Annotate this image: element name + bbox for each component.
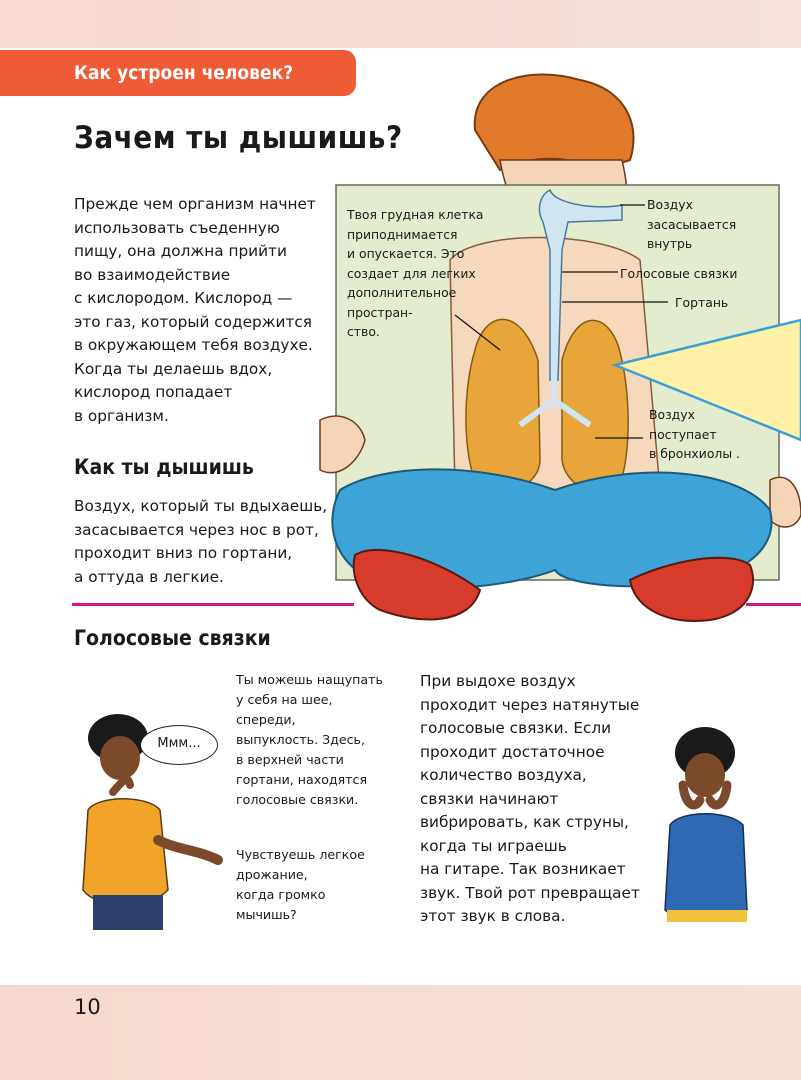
vocal-cords-heading: Голосовые связки <box>74 626 271 650</box>
label-larynx: Гортань <box>675 295 729 310</box>
vocal-text-3-line: звук. Твой рот превращает <box>420 883 640 902</box>
intro-line: кислород попадает <box>74 383 233 401</box>
intro-line: в организм. <box>74 406 169 425</box>
vocal-text-3-line: проходит достаточное <box>420 742 605 761</box>
vocal-text-3-line: проходит через натянутые <box>420 695 640 714</box>
vocal-text-1-line: голосовые связки. <box>236 792 359 807</box>
face <box>100 736 140 780</box>
air-in-line: Воздух <box>647 197 693 212</box>
chest-note-line: создает для легких <box>347 265 476 281</box>
vocal-text-2-line: дрожание, <box>236 867 308 882</box>
how-breathe-line: Воздух, который ты вдыхаешь, <box>74 497 328 515</box>
intro-line: пищу, она должна прийти <box>74 242 287 260</box>
right-lung <box>562 320 628 492</box>
page-number: 10 <box>74 995 101 1019</box>
vocal-text-2-line: мычишь? <box>236 907 297 922</box>
hair <box>475 74 634 170</box>
boy-listening-illustration <box>655 725 765 935</box>
shirt <box>665 814 747 922</box>
how-breathe-heading: Как ты дышишь <box>74 455 254 479</box>
vocal-text-1-line: в верхней части <box>236 752 344 767</box>
vocal-text-1-line: у себя на шее, <box>236 692 333 707</box>
vocal-text-3-line: голосовые связки. Если <box>420 719 612 737</box>
vocal-text-3-line: на гитаре. Так возникает <box>420 860 626 878</box>
intro-line: во взаимодействие <box>74 265 231 284</box>
shorts <box>93 895 163 930</box>
chest-note-line: дополнительное <box>347 285 457 300</box>
vocal-text-1-line: гортани, находятся <box>236 772 368 787</box>
how-breathe-line: засасывается через нос в рот, <box>74 520 319 539</box>
how-breathe-line: проходит вниз по гортани, <box>74 544 293 562</box>
section-tab: Как устроен человек? <box>0 50 356 96</box>
shirt <box>83 799 168 905</box>
intro-line: в окружающем тебя воздухе. <box>74 336 313 354</box>
vocal-text-2 <box>236 845 365 925</box>
vocal-text-3-line: вибрировать, как струны, <box>420 813 629 831</box>
intro-line: с кислородом. Кислород — <box>74 289 293 307</box>
vocal-text-3 <box>420 670 640 929</box>
bronchioles-line: Воздух <box>649 407 695 422</box>
waistband <box>667 910 747 922</box>
arm <box>158 840 218 860</box>
vocal-text-3-line: связки начинают <box>420 789 559 808</box>
chest-note-line: Твоя грудная клетка <box>347 207 484 222</box>
intro-line: это газ, который содержится <box>74 312 312 331</box>
chest-note <box>347 205 484 342</box>
vocal-text-3-line: количество воздуха, <box>420 766 587 784</box>
chest-note-line: приподнимается <box>347 226 458 242</box>
breathing-diagram-illustration <box>300 60 801 640</box>
speech-bubble: Ммм... <box>140 725 218 765</box>
intro-line: Когда ты делаешь вдох, <box>74 359 273 378</box>
vocal-text-2-line: Чувствуешь легкое <box>236 847 365 862</box>
face <box>685 753 725 797</box>
chest-note-line: ство. <box>347 324 380 339</box>
hand-on-throat <box>113 780 130 792</box>
left-lung <box>466 319 540 493</box>
vocal-text-3-line: когда ты играешь <box>420 836 567 855</box>
how-breathe-paragraph <box>74 495 327 589</box>
vocal-text-3-line: этот звук в слова. <box>420 907 566 925</box>
vocal-text-1-line: Ты можешь нащупать <box>236 672 383 687</box>
chest-note-line: простран- <box>347 304 413 320</box>
right-hand <box>770 477 801 527</box>
bronchioles-line: поступает <box>649 426 717 442</box>
bottom-band <box>0 985 801 1080</box>
intro-line: использовать съеденную <box>74 218 280 237</box>
vocal-text-1-line: выпуклость. Здесь, <box>236 732 365 747</box>
vocal-text-1-line: спереди, <box>236 712 296 727</box>
label-air-in <box>647 195 736 254</box>
air-in-line: внутрь <box>647 236 693 251</box>
how-breathe-line: а оттуда в легкие. <box>74 567 224 586</box>
vocal-text-3-line: При выдохе воздух <box>420 672 576 690</box>
page-title: Зачем ты дышишь? <box>74 120 403 156</box>
bronchioles-line: в бронхиолы . <box>649 446 740 461</box>
intro-paragraph <box>74 193 316 428</box>
top-band <box>0 0 801 48</box>
vocal-text-2-line: когда громко <box>236 887 326 902</box>
vocal-text-1 <box>236 670 383 810</box>
label-bronchioles <box>649 405 740 464</box>
label-vocal-cords: Голосовые связки <box>620 266 738 281</box>
chest-note-line: и опускается. Это <box>347 246 465 261</box>
air-in-line: засасывается <box>647 216 737 232</box>
intro-line: Прежде чем организм начнет <box>74 195 316 213</box>
